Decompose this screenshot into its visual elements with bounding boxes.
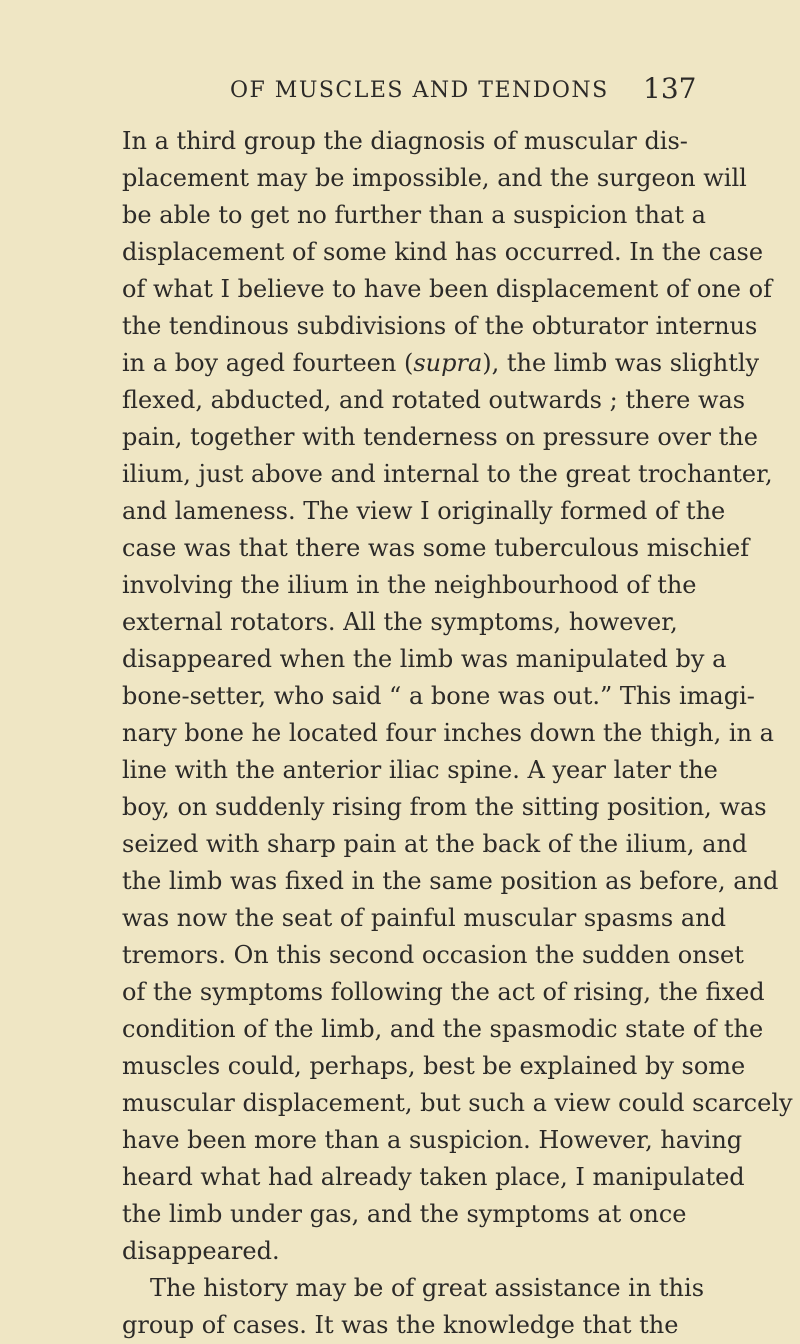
- text-line: heard what had already taken place, I manipulated: [122, 1163, 745, 1191]
- body-text: [122, 123, 793, 1344]
- text-line: and lameness. The view I originally formed of the: [122, 497, 726, 525]
- text-line: In a third group the diagnosis of muscular dis-: [122, 127, 688, 155]
- text-line: be able to get no further than a suspicion that a: [122, 201, 706, 229]
- text-line: disappeared.: [122, 1237, 280, 1265]
- text-line: case was that there was some tuberculous mischief: [122, 534, 750, 562]
- text-line: muscular displacement, but such a view could scarcely: [122, 1089, 793, 1117]
- text-line: was now the seat of painful muscular spasms and: [122, 904, 726, 932]
- text-line: tremors. On this second occasion the sudden onset: [122, 941, 744, 969]
- text-line: bone-setter, who said “ a bone was out.” This imagi-: [122, 682, 755, 710]
- text-segment: in a boy aged fourteen (: [122, 349, 414, 377]
- text-line: boy, on suddenly rising from the sitting position, was: [122, 793, 767, 821]
- text-line: involving the ilium in the neighbourhood of the: [122, 571, 697, 599]
- text-line: displacement of some kind has occurred. In the case: [122, 238, 764, 266]
- text-line: of what I believe to have been displacement of one of: [122, 275, 772, 303]
- text-line: nary bone he located four inches down the thigh, in a: [122, 719, 774, 747]
- text-line: the limb was fixed in the same position as before, and: [122, 867, 779, 895]
- text-line: group of cases. It was the knowledge that the: [122, 1311, 679, 1339]
- text-line: the tendinous subdivisions of the obturator internus: [122, 312, 758, 340]
- text-line: have been more than a suspicion. However, having: [122, 1126, 743, 1154]
- page-number: 137: [643, 72, 697, 105]
- text-line: placement may be impossible, and the surgeon will: [122, 164, 747, 192]
- text-line: ilium, just above and internal to the great trochanter,: [122, 460, 773, 488]
- text-line: external rotators. All the symptoms, however,: [122, 608, 678, 636]
- running-head: [0, 72, 800, 112]
- text-line: [122, 345, 760, 382]
- text-line: disappeared when the limb was manipulated by a: [122, 645, 727, 673]
- text-segment: ), the limb was slightly: [482, 349, 760, 377]
- running-head-title: OF MUSCLES AND TENDONS: [230, 78, 609, 103]
- text-line: the limb under gas, and the symptoms at once: [122, 1200, 687, 1228]
- text-line: pain, together with tenderness on pressure over the: [122, 423, 758, 451]
- text-line: muscles could, perhaps, best be explained by some: [122, 1052, 746, 1080]
- italic-word: supra: [413, 349, 483, 377]
- text-line: of the symptoms following the act of rising, the fixed: [122, 978, 765, 1006]
- text-line: flexed, abducted, and rotated outwards ; there was: [122, 386, 746, 414]
- text-line: line with the anterior iliac spine. A year later the: [122, 756, 718, 784]
- text-line: seized with sharp pain at the back of the ilium, and: [122, 830, 748, 858]
- text-line: The history may be of great assistance in this: [150, 1274, 705, 1302]
- text-line: condition of the limb, and the spasmodic state of the: [122, 1015, 764, 1043]
